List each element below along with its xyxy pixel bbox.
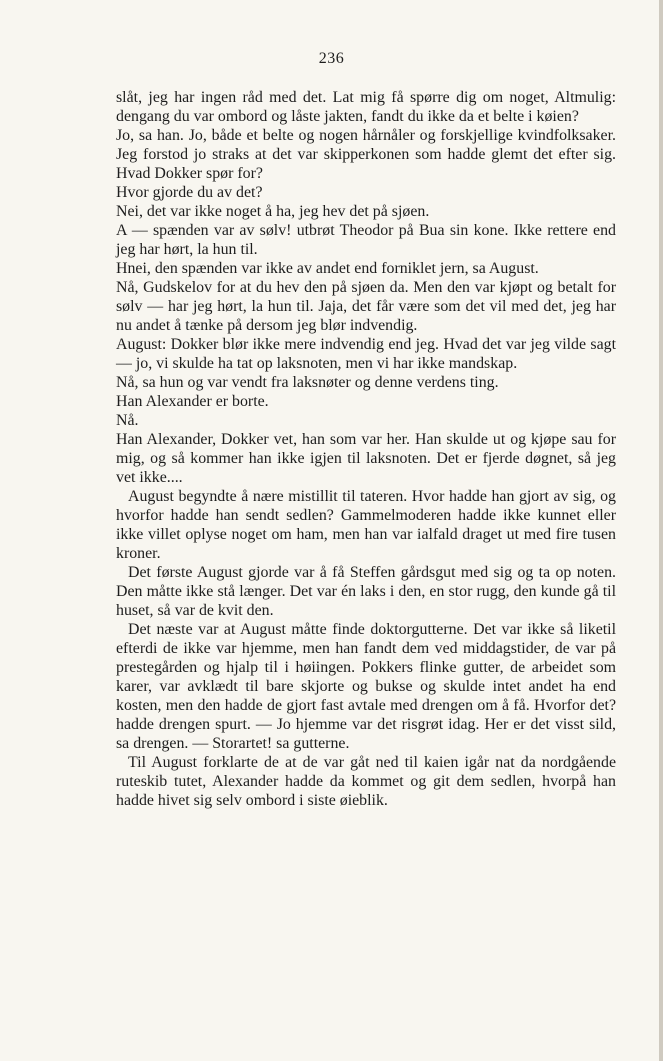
paragraph: August: Dokker blør ikke mere indvendig end jeg. Hvad det var jeg vilde sagt — jo, vi skulde ha tat op laksnoten, men vi har ikke mandskap. (116, 336, 616, 372)
paragraph: slåt, jeg har ingen råd med det. Lat mig få spørre dig om noget, Altmulig: dengang du var ombord og låste jakten, fandt du ikke da et belte i køien? (116, 89, 616, 125)
page-number: 236 (318, 50, 345, 67)
paragraph: A — spænden var av sølv! utbrøt Theodor på Bua sin kone. Ikke rettere end jeg har hørt, la hun til. (116, 222, 616, 258)
paragraph: Nå, Gudskelov for at du hev den på sjøen da. Men den var kjøpt og betalt for sølv — har jeg hørt, la hun til. Jaja, det får være som det vil med det, jeg har nu andet å tænke på dersom jeg blør indvendig. (116, 279, 616, 334)
paragraph: Han Alexander, Dokker vet, han som var her. Han skulde ut og kjøpe sau for mig, og så kommer han ikke igjen til laksnoten. Det er fjerde døgnet, så jeg vet ikke.... (116, 431, 616, 486)
paragraph: Hvor gjorde du av det? (116, 184, 263, 201)
body-text (116, 88, 616, 810)
paragraph: Hnei, den spænden var ikke av andet end forniklet jern, sa August. (116, 260, 539, 277)
paragraph: Han Alexander er borte. (116, 393, 269, 410)
page-edge (659, 0, 663, 1061)
paragraph: Det næste var at August måtte finde doktorgutterne. Det var ikke så liketil efterdi de ikke var hjemme, men han fandt dem ved middagstider, de var på prestegården og hjalp til i høiingen. Pokkers flinke gutter, de arbeidet som karer, var avklædt til bare skjorte og bukse og skulde intet andet ha end kosten, men den hadde de gjort fast avtale med drengen om å få. Hvorfor det? hadde drengen spurt. — Jo hjemme var det risgrøt idag. Her er det visst sild, sa drengen. — Storartet! sa gutterne. (116, 621, 616, 752)
paragraph: Nå, sa hun og var vendt fra laksnøter og denne verdens ting. (116, 374, 499, 391)
paragraph: Jo, sa han. Jo, både et belte og nogen hårnåler og forskjellige kvindfolksaker. Jeg forstod jo straks at det var skipperkonen som hadde glemt det efter sig. Hvad Dokker spør for? (116, 127, 616, 182)
paragraph: Det første August gjorde var å få Steffen gårdsgut med sig og ta op noten. Den måtte ikke stå længer. Det var én laks i den, en stor rugg, den kunde gå til huset, så var de kvit den. (116, 564, 616, 619)
paragraph: Nei, det var ikke noget å ha, jeg hev det på sjøen. (116, 203, 430, 220)
paragraph: August begyndte å nære mistillit til tateren. Hvor hadde han gjort av sig, og hvorfor hadde han sendt sedlen? Gammelmoderen hadde ikke kunnet eller ikke villet oplyse noget om ham, men han var ialfald draget ut med fire tusen kroner. (116, 488, 616, 562)
paragraph: Nå. (116, 412, 139, 429)
paragraph: Til August forklarte de at de var gåt ned til kaien igår nat da nordgående ruteskib tutet, Alexander hadde da kommet og git dem sedlen, hvorpå han hadde hivet sig selv ombord i siste øieblik. (116, 754, 616, 809)
